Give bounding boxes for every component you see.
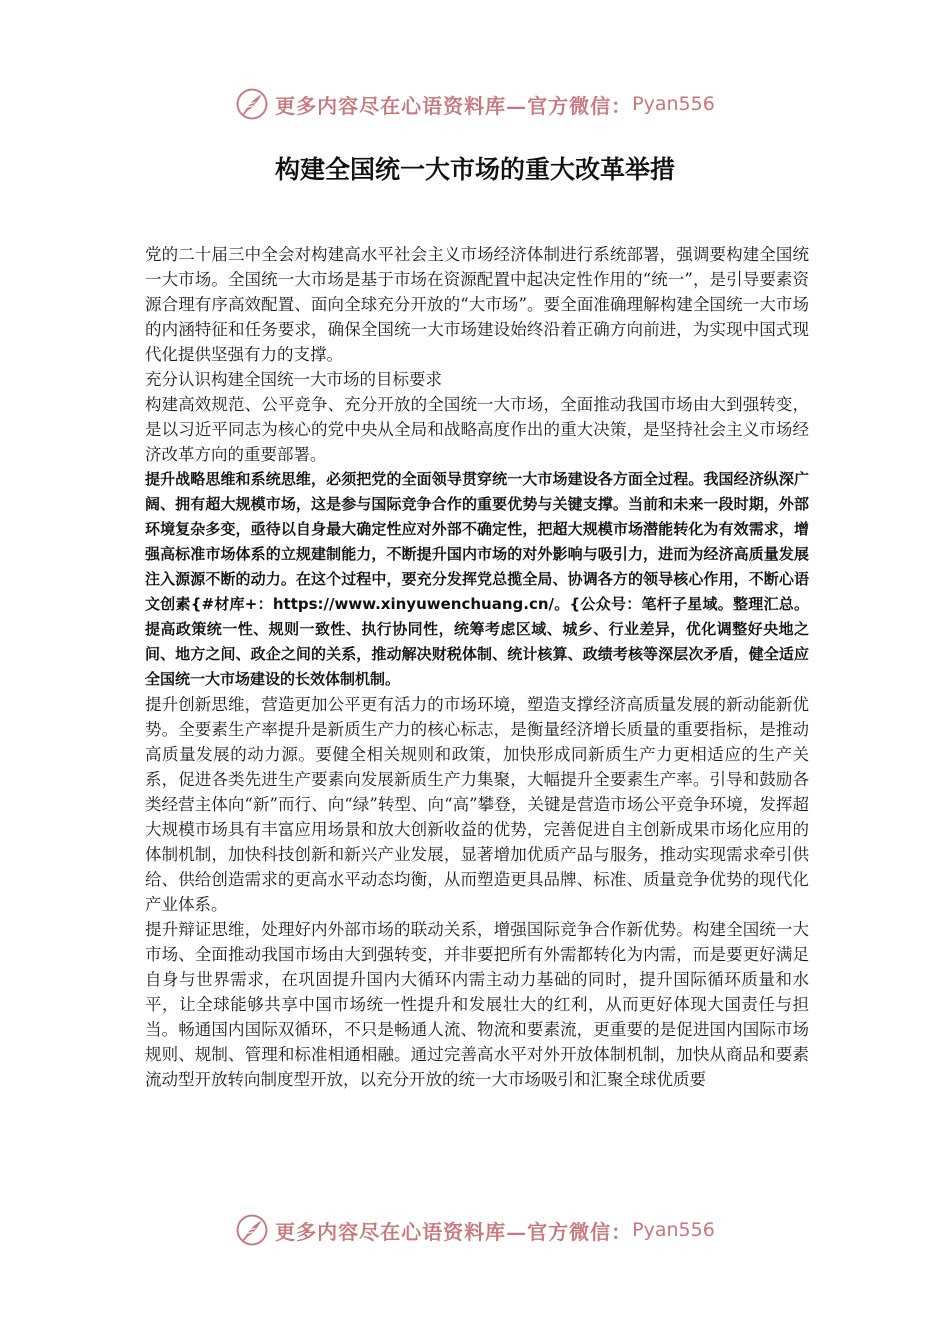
paragraph-goal: 构建高效规范、公平竞争、充分开放的全国统一大市场，全面推动我国市场由大到强转变，是以习近平同志为核心的党中央从全局和战略高度作出的重大决策，是坚持社会主义市场经济改革方向的重要部署。	[145, 395, 809, 464]
banner-text: 更多内容尽在心语资料库—官方微信：	[275, 93, 633, 118]
document-body	[145, 242, 809, 1092]
banner-wechat-id: Pyan556	[632, 1219, 715, 1241]
feather-pen-logo-icon	[235, 1213, 269, 1247]
section-heading: 充分认识构建全国统一大市场的目标要求	[145, 370, 442, 389]
paragraph-strategic-thinking: 提升战略思维和系统思维，必须把党的全面领导贯穿统一大市场建设各方面全过程。我国经济纵深广阔、拥有超大规模市场，这是参与国际竞争合作的重要优势与关键支撑。当前和未来一段时期，外部环境复杂多变，亟待以自身最大确定性应对外部不确定性，把超大规模市场潜能转化为有效需求，增强高标准市场体系的立规建制能力，不断提升国内市场的对外影响与吸引力，进而为经济高质量发展注入源源不断的动力。在这个过程中，要充分发挥党总揽全局、协调各方的领导核心作用，不断心语文创素{#材库+：https://www.xinyuwenchuang.cn/。{公众号：笔杆子星域。整理汇总。提高政策统一性、规则一致性、执行协同性，统筹考虑区域、城乡、行业差异，优化调整好央地之间、地方之间、政企之间的关系，推动解决财税体制、统计核算、政绩考核等深层次矛盾，健全适应全国统一大市场建设的长效体制机制。	[145, 470, 809, 688]
header-watermark-banner	[0, 82, 950, 126]
paragraph-innovative-thinking: 提升创新思维，营造更加公平更有活力的市场环境，塑造支撑经济高质量发展的新动能新优势。全要素生产率提升是新质生产力的核心标志，是衡量经济增长质量的重要指标，是推动高质量发展的动力源。要健全相关规则和政策，加快形成同新质生产力更相适应的生产关系，促进各类先进生产要素向发展新质生产力集聚，大幅提升全要素生产率。引导和鼓励各类经营主体向“新”而行、向“绿”转型、向“高”攀登，关键是营造市场公平竞争环境，发挥超大规模市场具有丰富应用场景和放大创新收益的优势，完善促进自主创新成果市场化应用的体制机制，加快科技创新和新兴产业发展，显著增加优质产品与服务，推动实现需求牵引供给、供给创造需求的更高水平动态均衡，从而塑造更具品牌、标准、质量竞争优势的现代化产业体系。	[145, 695, 809, 914]
banner-wechat-id: Pyan556	[632, 93, 715, 115]
document-title: 构建全国统一大市场的重大改革举措	[274, 155, 675, 184]
paragraph-intro: 党的二十届三中全会对构建高水平社会主义市场经济体制进行系统部署，强调要构建全国统一大市场。全国统一大市场是基于市场在资源配置中起决定性作用的“统一”，是引导要素资源合理有序高效配置、面向全球充分开放的“大市场”。要全面准确理解构建全国统一大市场的内涵特征和任务要求，确保全国统一大市场建设始终沿着正确方向前进，为实现中国式现代化提供坚强有力的支撑。	[145, 245, 809, 364]
paragraph-dialectical-thinking: 提升辩证思维，处理好内外部市场的联动关系，增强国际竞争合作新优势。构建全国统一大市场、全面推动我国市场由大到强转变，并非要把所有外需都转化为内需，而是要更好满足自身与世界需求，在巩固提升国内大循环内需主动力基础的同时，提升国际循环质量和水平，让全球能够共享中国市场统一性提升和发展壮大的红利，从而更好体现大国责任与担当。畅通国内国际双循环，不只是畅通人流、物流和要素流，更重要的是促进国内国际市场规则、规制、管理和标准相通相融。通过完善高水平对外开放体制机制，加快从商品和要素流动型开放转向制度型开放，以充分开放的统一大市场吸引和汇聚全球优质要	[145, 920, 809, 1089]
feather-pen-logo-icon	[235, 87, 269, 121]
footer-watermark-banner	[0, 1208, 950, 1252]
banner-text: 更多内容尽在心语资料库—官方微信：	[275, 1219, 633, 1244]
